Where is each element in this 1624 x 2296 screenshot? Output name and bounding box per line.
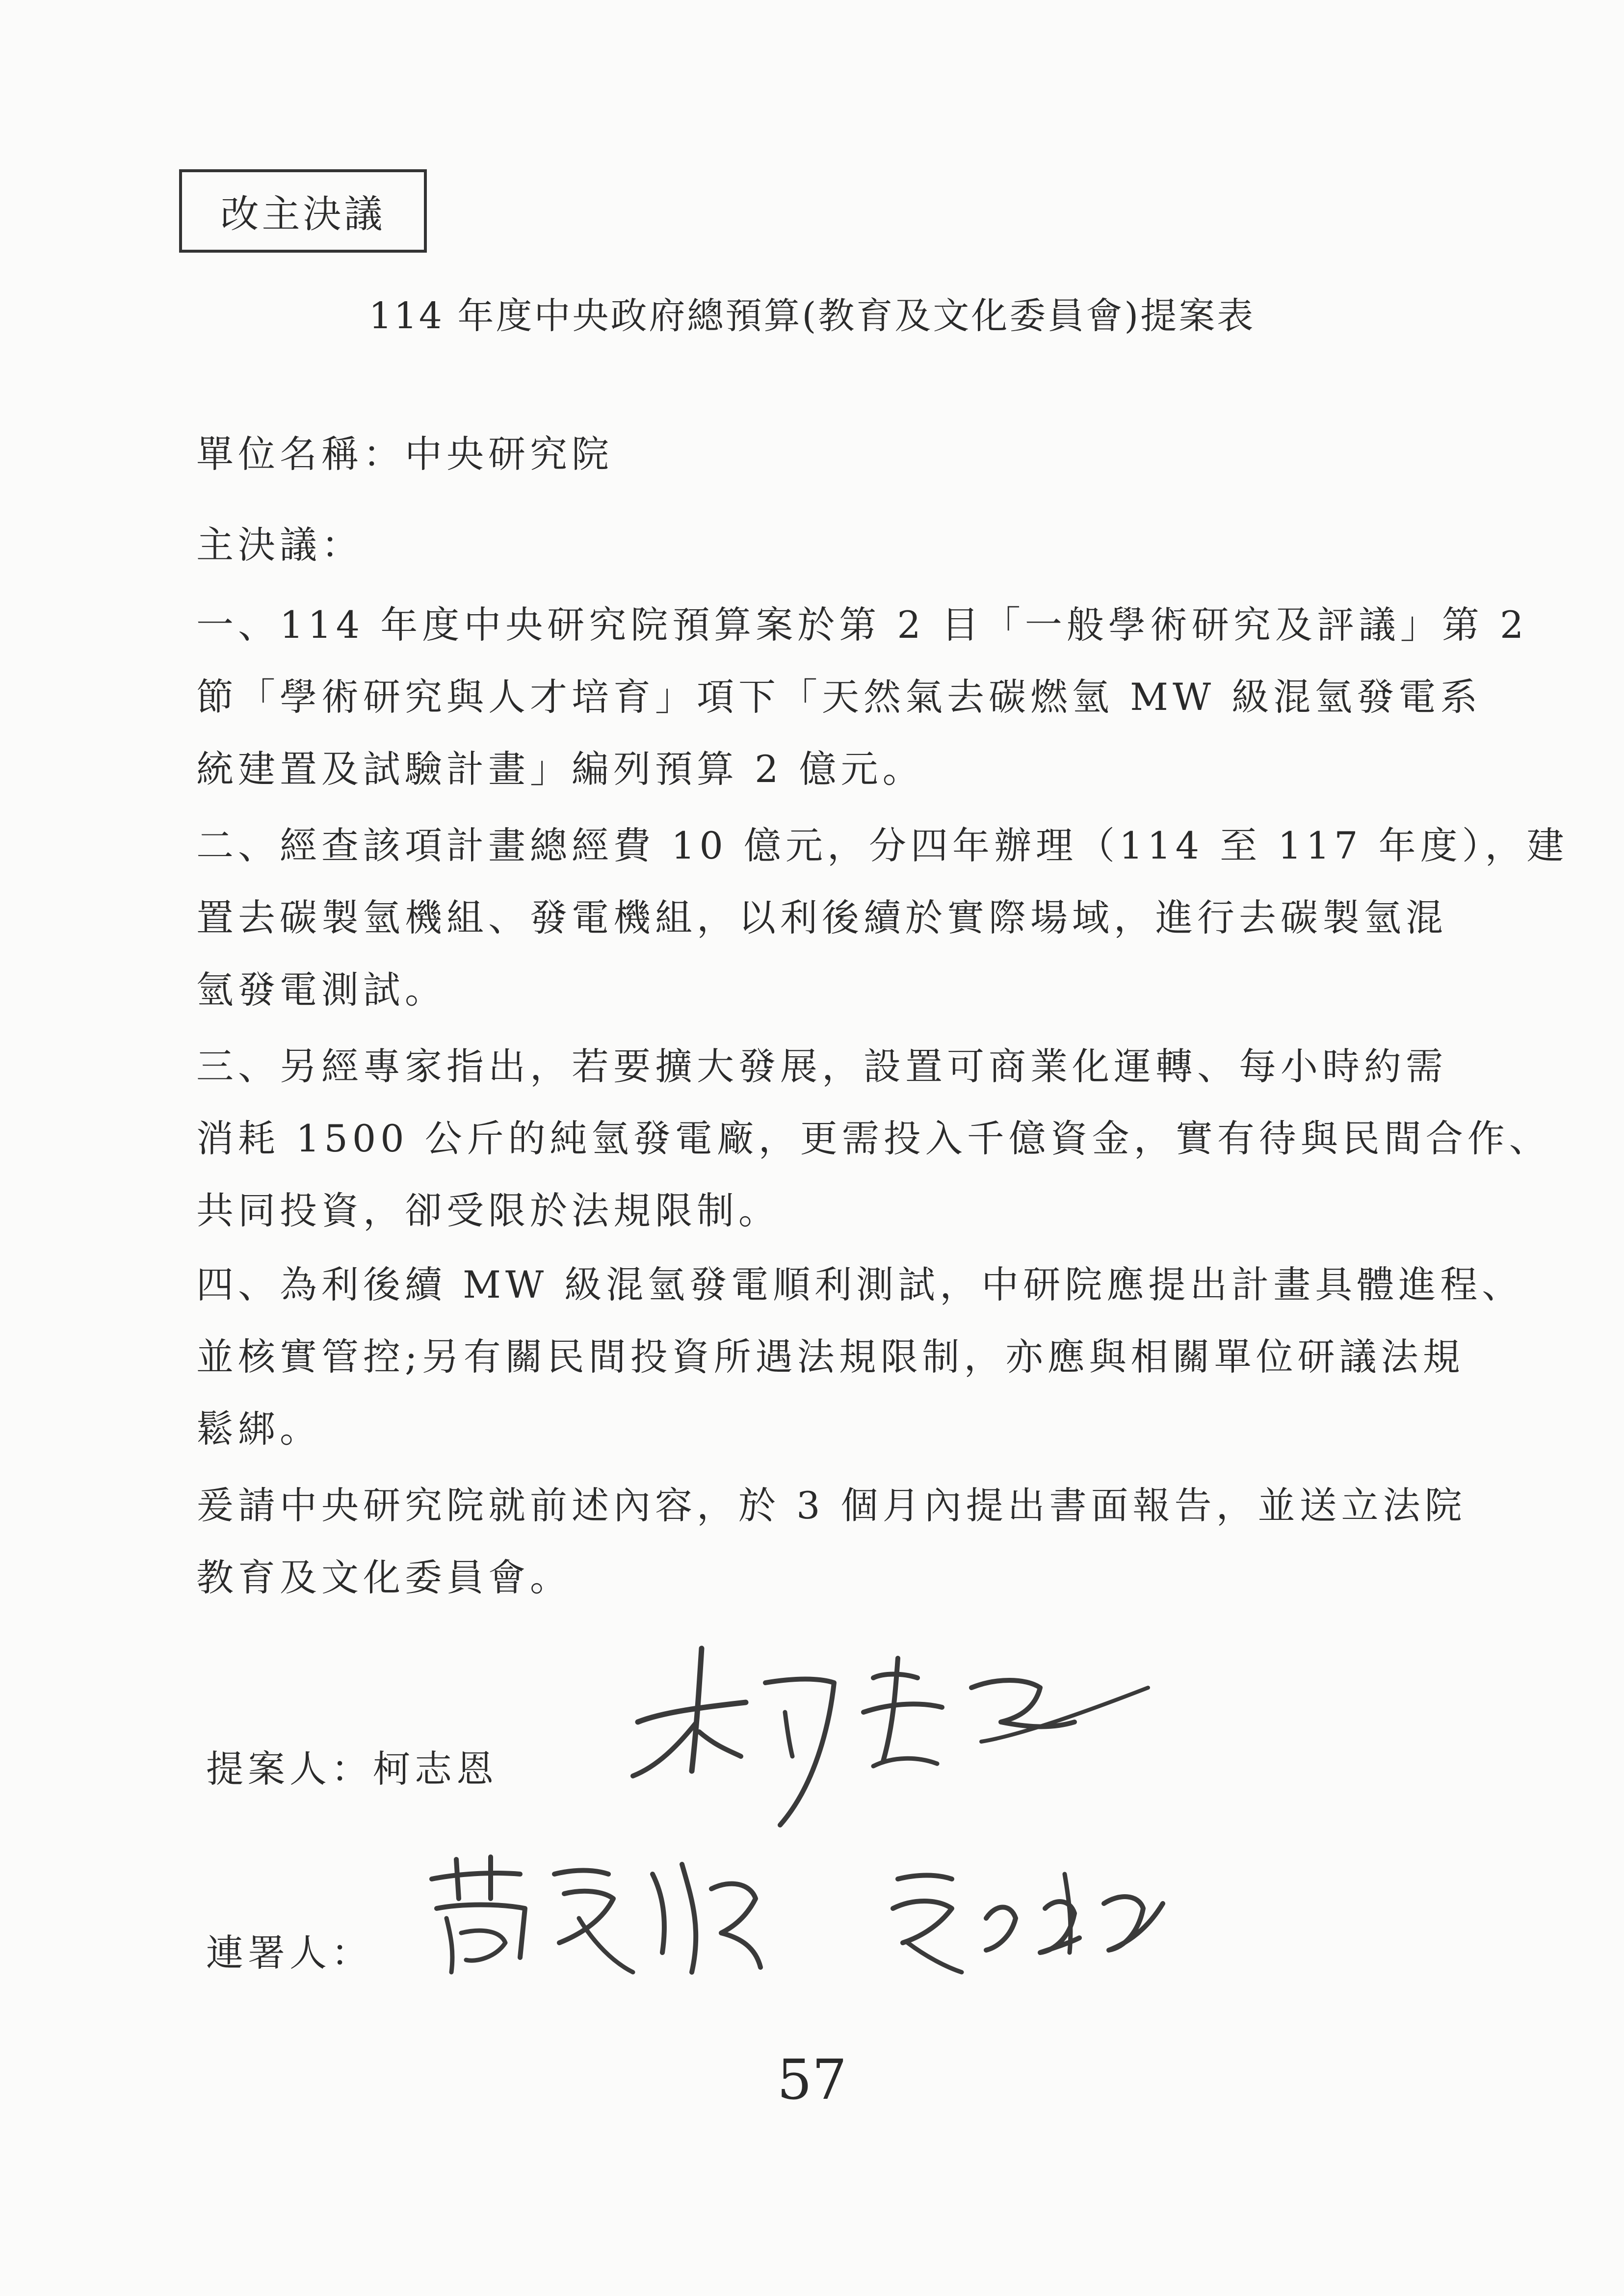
resolution-heading: 主決議： [196,523,363,567]
paragraph-line: 爰請中央研究院就前述內容，於 3 個月內提出書面報告，並送立法院 [196,1484,1467,1527]
proposer-label: 提案人：柯志恩 [206,1747,498,1791]
unit-name-line: 單位名稱：中央研究院 [196,432,613,476]
closing-paragraph [196,1469,1482,1614]
cosigner-signatures [417,1845,1202,2002]
paragraph-line: 消耗 1500 公斤的純氫發電廠，更需投入千億資金，實有待與民間合作、 [196,1117,1551,1160]
paragraph-line: 二、經查該項計畫總經費 10 億元，分四年辦理（114 至 117 年度），建 [196,824,1569,867]
paragraph-2 [196,809,1569,1026]
paragraph-line: 一、114 年度中央研究院預算案於第 2 目「一般學術研究及評議」第 2 [196,603,1528,647]
paragraph-line: 節「學術研究與人才培育」項下「天然氣去碳燃氫 MW 級混氫發電系 [196,675,1482,719]
paragraph-line: 並核實管控;另有關民間投資所遇法規限制，亦應與相關單位研議法規 [196,1335,1465,1379]
paragraph-line: 統建置及試驗計畫」編列預算 2 億元。 [196,747,924,791]
resolution-type-box: 改主決議 [179,169,427,253]
page-number: 57 [777,2048,847,2112]
paragraph-4 [196,1249,1524,1465]
paragraph-line: 置去碳製氫機組、發電機組，以利後續於實際場域，進行去碳製氫混 [196,896,1447,939]
paragraph-3 [196,1030,1551,1247]
paragraph-1 [196,589,1528,805]
paragraph-line: 四、為利後續 MW 級混氫發電順利測試，中研院應提出計畫具體進程、 [196,1263,1524,1306]
paragraph-line: 鬆綁。 [196,1407,321,1451]
form-title: 114 年度中央政府總預算(教育及文化委員會)提案表 [368,295,1256,337]
paragraph-line: 共同投資，卻受限於法規限制。 [196,1189,780,1232]
proposer-signature [618,1629,1158,1835]
paragraph-line: 教育及文化委員會。 [196,1556,572,1599]
paragraph-line: 氫發電測試。 [196,968,446,1012]
cosigner-label: 連署人： [206,1931,373,1975]
paragraph-line: 三、另經專家指出，若要擴大發展，設置可商業化運轉、每小時約需 [196,1044,1447,1088]
